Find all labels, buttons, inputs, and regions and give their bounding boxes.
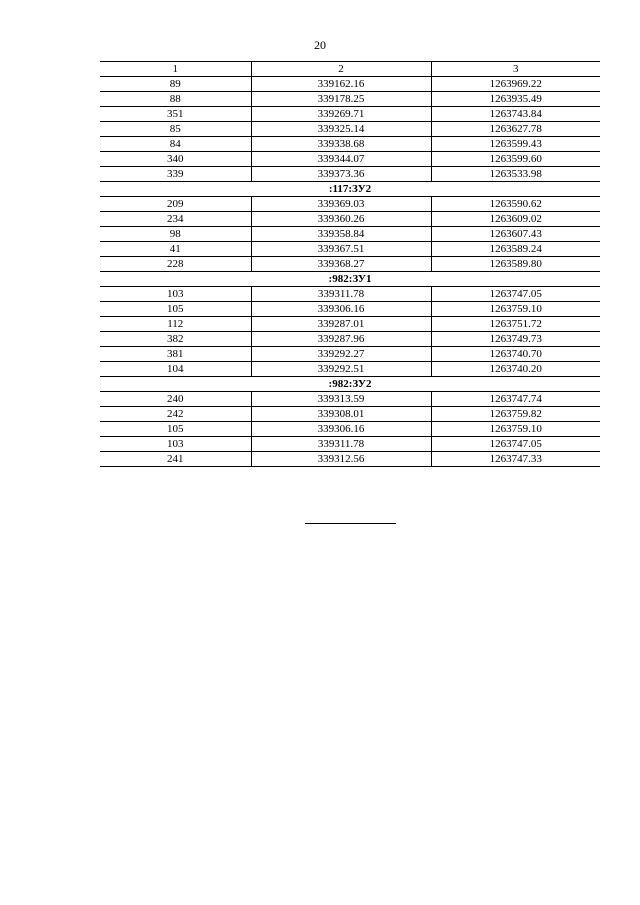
table-row [100, 92, 600, 107]
group-header-row [100, 377, 600, 392]
y-coordinate-cell: 1263533.98 [431, 167, 600, 182]
group-title: :117:ЗУ2 [100, 182, 600, 197]
point-number-cell: 234 [100, 212, 251, 227]
y-coordinate-cell: 1263589.80 [431, 257, 600, 272]
group-header-row [100, 182, 600, 197]
table-row [100, 437, 600, 452]
x-coordinate-cell: 339325.14 [251, 122, 431, 137]
table-row [100, 452, 600, 467]
y-coordinate-cell: 1263759.10 [431, 302, 600, 317]
x-coordinate-cell: 339308.01 [251, 407, 431, 422]
y-coordinate-cell: 1263747.05 [431, 437, 600, 452]
point-number-cell: 240 [100, 392, 251, 407]
point-number-cell: 89 [100, 77, 251, 92]
table-row [100, 137, 600, 152]
table-row [100, 362, 600, 377]
x-coordinate-cell: 339338.68 [251, 137, 431, 152]
y-coordinate-cell: 1263740.20 [431, 362, 600, 377]
point-number-cell: 105 [100, 422, 251, 437]
point-number-cell: 209 [100, 197, 251, 212]
coordinates-table [100, 61, 600, 467]
y-coordinate-cell: 1263751.72 [431, 317, 600, 332]
point-number-cell: 103 [100, 287, 251, 302]
x-coordinate-cell: 339269.71 [251, 107, 431, 122]
y-coordinate-cell: 1263747.05 [431, 287, 600, 302]
point-number-cell: 105 [100, 302, 251, 317]
header-row [100, 62, 600, 77]
x-coordinate-cell: 339178.25 [251, 92, 431, 107]
x-coordinate-cell: 339311.78 [251, 437, 431, 452]
table-body [100, 77, 600, 467]
y-coordinate-cell: 1263607.43 [431, 227, 600, 242]
x-coordinate-cell: 339311.78 [251, 287, 431, 302]
x-coordinate-cell: 339373.36 [251, 167, 431, 182]
x-coordinate-cell: 339368.27 [251, 257, 431, 272]
y-coordinate-cell: 1263747.74 [431, 392, 600, 407]
group-header-row [100, 272, 600, 287]
point-number-cell: 382 [100, 332, 251, 347]
header-cell-2: 2 [251, 62, 431, 77]
x-coordinate-cell: 339287.96 [251, 332, 431, 347]
y-coordinate-cell: 1263749.73 [431, 332, 600, 347]
table-row [100, 152, 600, 167]
point-number-cell: 85 [100, 122, 251, 137]
point-number-cell: 241 [100, 452, 251, 467]
y-coordinate-cell: 1263759.10 [431, 422, 600, 437]
y-coordinate-cell: 1263759.82 [431, 407, 600, 422]
x-coordinate-cell: 339292.27 [251, 347, 431, 362]
table-row [100, 167, 600, 182]
y-coordinate-cell: 1263599.60 [431, 152, 600, 167]
group-title: :982:ЗУ1 [100, 272, 600, 287]
point-number-cell: 381 [100, 347, 251, 362]
table-header [100, 62, 600, 77]
y-coordinate-cell: 1263609.02 [431, 212, 600, 227]
y-coordinate-cell: 1263627.78 [431, 122, 600, 137]
x-coordinate-cell: 339367.51 [251, 242, 431, 257]
point-number-cell: 103 [100, 437, 251, 452]
point-number-cell: 41 [100, 242, 251, 257]
table-row [100, 392, 600, 407]
x-coordinate-cell: 339287.01 [251, 317, 431, 332]
group-title: :982:ЗУ2 [100, 377, 600, 392]
table-row [100, 122, 600, 137]
x-coordinate-cell: 339358.84 [251, 227, 431, 242]
x-coordinate-cell: 339306.16 [251, 422, 431, 437]
x-coordinate-cell: 339292.51 [251, 362, 431, 377]
table-row [100, 347, 600, 362]
table-row [100, 227, 600, 242]
x-coordinate-cell: 339369.03 [251, 197, 431, 212]
table-row [100, 287, 600, 302]
table-row [100, 317, 600, 332]
x-coordinate-cell: 339162.16 [251, 77, 431, 92]
table-row [100, 242, 600, 257]
point-number-cell: 112 [100, 317, 251, 332]
table-row [100, 212, 600, 227]
y-coordinate-cell: 1263740.70 [431, 347, 600, 362]
table-row [100, 332, 600, 347]
point-number-cell: 88 [100, 92, 251, 107]
footer-rule [305, 523, 396, 524]
y-coordinate-cell: 1263935.49 [431, 92, 600, 107]
y-coordinate-cell: 1263969.22 [431, 77, 600, 92]
y-coordinate-cell: 1263599.43 [431, 137, 600, 152]
table-row [100, 107, 600, 122]
table-row [100, 422, 600, 437]
point-number-cell: 228 [100, 257, 251, 272]
x-coordinate-cell: 339344.07 [251, 152, 431, 167]
point-number-cell: 104 [100, 362, 251, 377]
point-number-cell: 340 [100, 152, 251, 167]
x-coordinate-cell: 339306.16 [251, 302, 431, 317]
table-row [100, 407, 600, 422]
point-number-cell: 98 [100, 227, 251, 242]
point-number-cell: 242 [100, 407, 251, 422]
header-cell-1: 1 [100, 62, 251, 77]
y-coordinate-cell: 1263747.33 [431, 452, 600, 467]
y-coordinate-cell: 1263590.62 [431, 197, 600, 212]
table-row [100, 302, 600, 317]
y-coordinate-cell: 1263743.84 [431, 107, 600, 122]
table-row [100, 197, 600, 212]
point-number-cell: 351 [100, 107, 251, 122]
page-number: 20 [314, 38, 326, 52]
point-number-cell: 339 [100, 167, 251, 182]
x-coordinate-cell: 339313.59 [251, 392, 431, 407]
y-coordinate-cell: 1263589.24 [431, 242, 600, 257]
table-row [100, 77, 600, 92]
header-cell-3: 3 [431, 62, 600, 77]
x-coordinate-cell: 339312.56 [251, 452, 431, 467]
table-row [100, 257, 600, 272]
point-number-cell: 84 [100, 137, 251, 152]
x-coordinate-cell: 339360.26 [251, 212, 431, 227]
